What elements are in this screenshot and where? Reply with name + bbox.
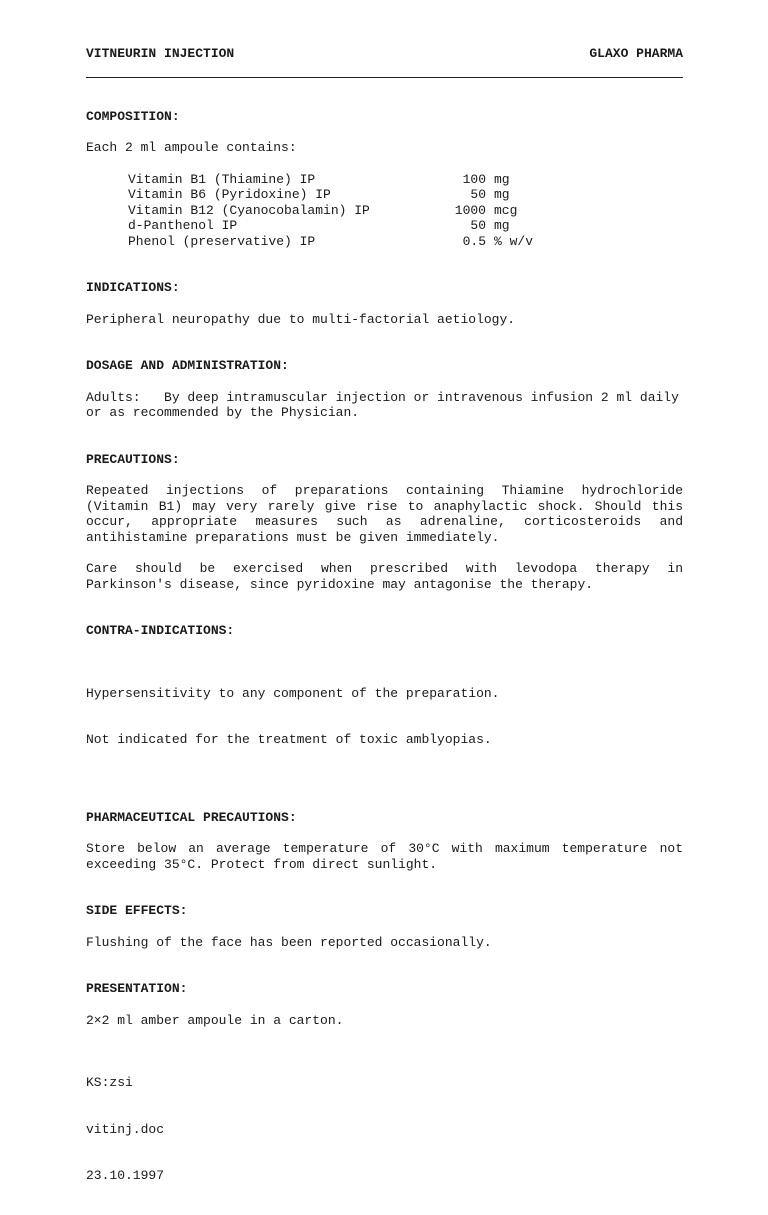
product-title: VITNEURIN INJECTION [86,46,235,61]
indications-text: Peripheral neuropathy due to multi-factorial aetiology. [86,311,516,327]
composition-row [128,203,683,219]
ingredient-name: d-Panthenol IP [128,218,238,233]
composition-row [128,234,683,250]
precautions-heading: PRECAUTIONS: [86,451,180,467]
ingredient-unit: mg [494,187,510,202]
contra-indications-block [86,655,683,779]
ingredient-unit: % w/v [494,233,534,249]
contra-indication-line: Not indicated for the treatment of toxic amblyopias. [86,732,492,747]
pharmaceutical-precautions-text: Store below an average temperature of 30°C with maximum temperature not exceeding 35°C. Protect from direct sunlight. [86,841,683,872]
precautions-paragraph-1: Repeated injections of preparations containing Thiamine hydrochloride (Vitamin B1) may very rarely give rise to anaphylactic shock. Should this occur, appropriate measures such as adrenaline, corticosteroids and antihistamine preparations must be given immediately. [86,483,683,545]
pharmaceutical-precautions-heading: PHARMACEUTICAL PRECAUTIONS: [86,809,297,825]
ingredient-qty: 50 [470,187,486,202]
composition-row [128,218,683,234]
presentation-heading: PRESENTATION: [86,981,188,996]
ingredient-unit: mg [494,171,510,187]
dosage-text: Adults: By deep intramuscular injection or intravenous infusion 2 ml daily or as recommended by the Physician. [86,389,687,420]
company-name: GLAXO PHARMA [589,46,683,61]
ingredient-qty: 1000 [454,202,486,218]
ingredient-qty: 100 [462,171,486,187]
contra-indication-line: Hypersensitivity to any component of the preparation. [86,685,500,701]
precautions-paragraph-2: Care should be exercised when prescribed with levodopa therapy in Parkinson's disease, since pyridoxine may antagonise the therapy. [86,561,683,592]
ingredient-name: Vitamin B12 (Cyanocobalamin) IP [128,202,370,218]
ingredient-unit: mg [494,218,510,233]
side-effects-text: Flushing of the face has been reported occasionally. [86,934,492,950]
composition-row [128,172,683,188]
composition-intro: Each 2 ml ampoule contains: [86,140,297,155]
dosage-heading: DOSAGE AND ADMINISTRATION: [86,358,289,373]
composition-row [128,187,683,203]
ingredient-qty: 50 [470,218,486,233]
ingredient-name: Phenol (preservative) IP [128,233,316,249]
document-header [86,46,683,62]
ingredient-name: Vitamin B1 (Thiamine) IP [128,171,316,187]
footer-filename: vitinj.doc [86,1121,165,1137]
footer-reference: KS:zsi [86,1075,133,1090]
document-footer [86,1044,683,1215]
contra-indications-heading: CONTRA-INDICATIONS: [86,623,235,638]
ingredient-unit: mcg [494,202,518,218]
side-effects-heading: SIDE EFFECTS: [86,903,188,918]
presentation-text: 2×2 ml amber ampoule in a carton. [86,1012,344,1028]
indications-heading: INDICATIONS: [86,280,180,295]
footer-date: 23.10.1997 [86,1168,165,1183]
document-page [86,46,687,1215]
ingredient-qty: 0.5 [462,233,486,249]
composition-table [86,172,683,250]
ingredient-name: Vitamin B6 (Pyridoxine) IP [128,187,331,202]
header-rule [86,77,683,78]
composition-heading: COMPOSITION: [86,108,180,124]
